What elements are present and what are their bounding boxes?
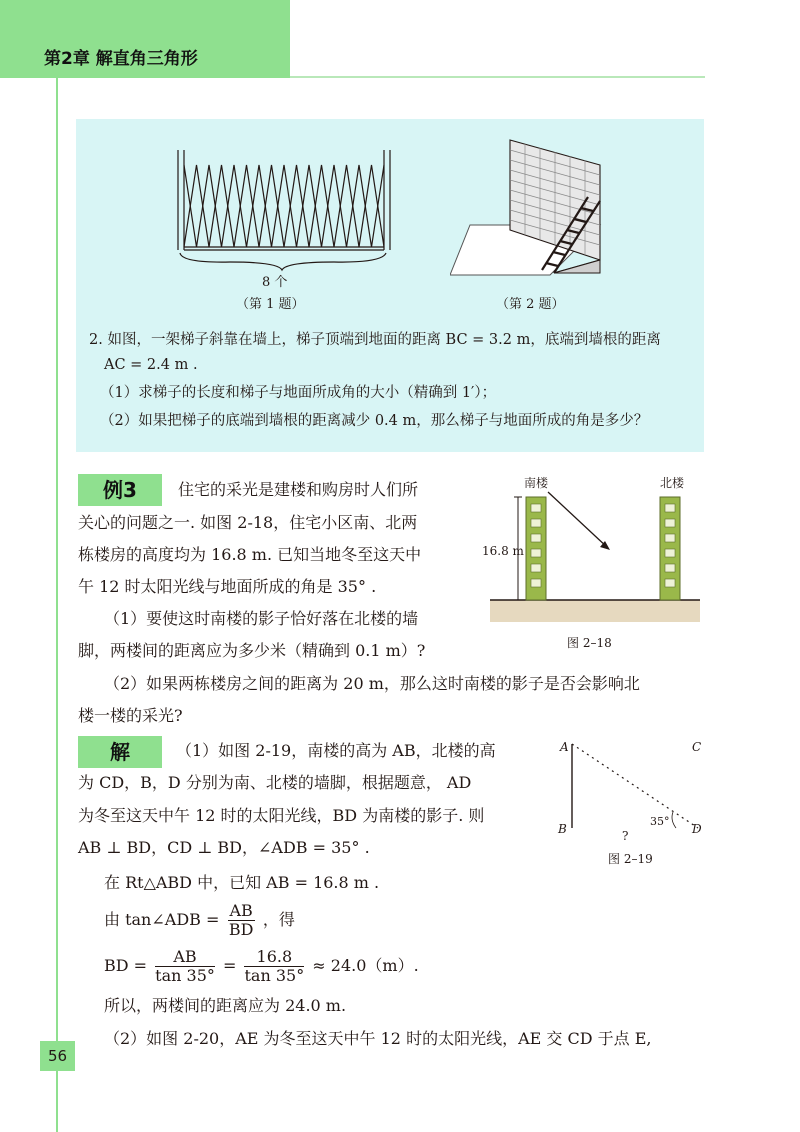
fig219-unknown: ? xyxy=(622,829,629,843)
fig219-label-c: C xyxy=(692,740,702,754)
bd-equation: BD = $\frac{AB}{\tan 35^\circ}$ = $\frac{16.8}{\tan 35^\circ}$ ≈ 24.0（m）. xyxy=(104,947,419,985)
fig1-lazy-tongs xyxy=(170,145,400,275)
solution-line4: AB ⊥ BD，CD ⊥ BD，∠ADB = 35° . xyxy=(78,838,370,857)
fig219-label-d: D xyxy=(692,822,702,836)
fig219-caption: 图 2–19 xyxy=(608,852,653,866)
bd-fraction-1-num: AB xyxy=(155,948,215,967)
fig218-caption: 图 2–18 xyxy=(567,636,612,650)
example-line5: （1）要使这时南楼的影子恰好落在北楼的墙 xyxy=(104,609,419,628)
chapter-title: 第2章 解直角三角形 xyxy=(44,49,198,69)
margin-rule xyxy=(56,78,58,1132)
solution-line2: 为 CD，B，D 分别为南、北楼的墙脚，根据题意， AD xyxy=(78,773,472,792)
bd-result: ≈ 24.0（m）. xyxy=(312,956,419,975)
question-2-line1: 2. 如图，一架梯子斜靠在墙上，梯子顶端到地面的距离 BC = 3.2 m，底端到墙根的距离 xyxy=(89,332,661,348)
fig218-south-label: 南楼 xyxy=(524,476,549,490)
question-2-part2: （2）如果把梯子的底端到墙根的距离减少 0.4 m，那么梯子与地面所成的角是多少？ xyxy=(100,413,649,429)
tan-fraction xyxy=(228,902,255,939)
solution-line9: （2）如图 2-20，AE 为冬至这天中午 12 时的太阳光线，AE 交 CD 于点 E, xyxy=(104,1029,652,1048)
bd-fraction-1 xyxy=(155,948,215,985)
solution-line8: 所以，两楼间的距离应为 24.0 m. xyxy=(104,996,347,1015)
question-2-part1: （1）求梯子的长度和梯子与地面所成角的大小（精确到 1′）； xyxy=(100,385,497,401)
tan-suffix: ，得 xyxy=(262,910,295,929)
example-line2: 关心的问题之一. 如图 2-18，住宅小区南、北两 xyxy=(78,513,418,532)
bd-fraction-1-den: tan 35° xyxy=(155,966,215,985)
header-rule xyxy=(290,76,705,78)
fig1-count: 8 个 xyxy=(262,275,288,290)
solution-line5: 在 Rt△ABD 中，已知 AB = 16.8 m . xyxy=(104,873,380,892)
bd-prefix: BD = xyxy=(104,956,148,975)
solution-tag: 解 xyxy=(78,736,162,768)
fig2-caption: （第 2 题） xyxy=(496,297,565,312)
bd-fraction-2-num: 16.8 xyxy=(244,948,304,967)
example-line3: 栋楼房的高度均为 16.8 m. 已知当地冬至这天中 xyxy=(78,545,422,564)
bd-fraction-2 xyxy=(244,948,304,985)
example-tag: 例3 xyxy=(78,474,162,506)
chapter-header xyxy=(0,0,290,78)
tan-equation xyxy=(104,902,295,939)
example-line4: 午 12 时太阳光线与地面所成的角是 35° . xyxy=(78,577,377,596)
solution-line3: 为冬至这天中午 12 时的太阳光线，BD 为南楼的影子. 则 xyxy=(78,806,485,825)
example-line6: 脚，两楼间的距离应为多少米（精确到 0.1 m）? xyxy=(78,641,426,660)
fig218-north-label: 北楼 xyxy=(660,476,685,490)
fig219-label-a: A xyxy=(560,740,569,754)
fig219-angle: 35° xyxy=(650,815,670,828)
example-line1: 住宅的采光是建楼和购房时人们所 xyxy=(178,480,419,499)
fig218-height-label: 16.8 m xyxy=(482,544,524,558)
page-number: 56 xyxy=(40,1041,75,1071)
bd-fraction-2-den: tan 35° xyxy=(244,966,305,985)
tan-prefix: 由 tan∠ADB = xyxy=(104,910,220,929)
fig2-ladder-wall xyxy=(450,135,620,285)
question-2-line2: AC = 2.4 m . xyxy=(104,357,198,373)
tan-fraction-num: AB xyxy=(229,901,253,920)
fig219-diagram xyxy=(560,738,710,843)
solution-line1: （1）如图 2-19，南楼的高为 AB，北楼的高 xyxy=(176,741,496,760)
fig1-caption: （第 1 题） xyxy=(236,297,305,312)
example-line7: （2）如果两栋楼房之间的距离为 20 m，那么这时南楼的影子是否会影响北 xyxy=(104,674,640,693)
fig219-label-b: B xyxy=(558,822,567,836)
tan-fraction-den: BD xyxy=(228,920,254,939)
example-line8: 楼一楼的采光? xyxy=(78,706,183,725)
